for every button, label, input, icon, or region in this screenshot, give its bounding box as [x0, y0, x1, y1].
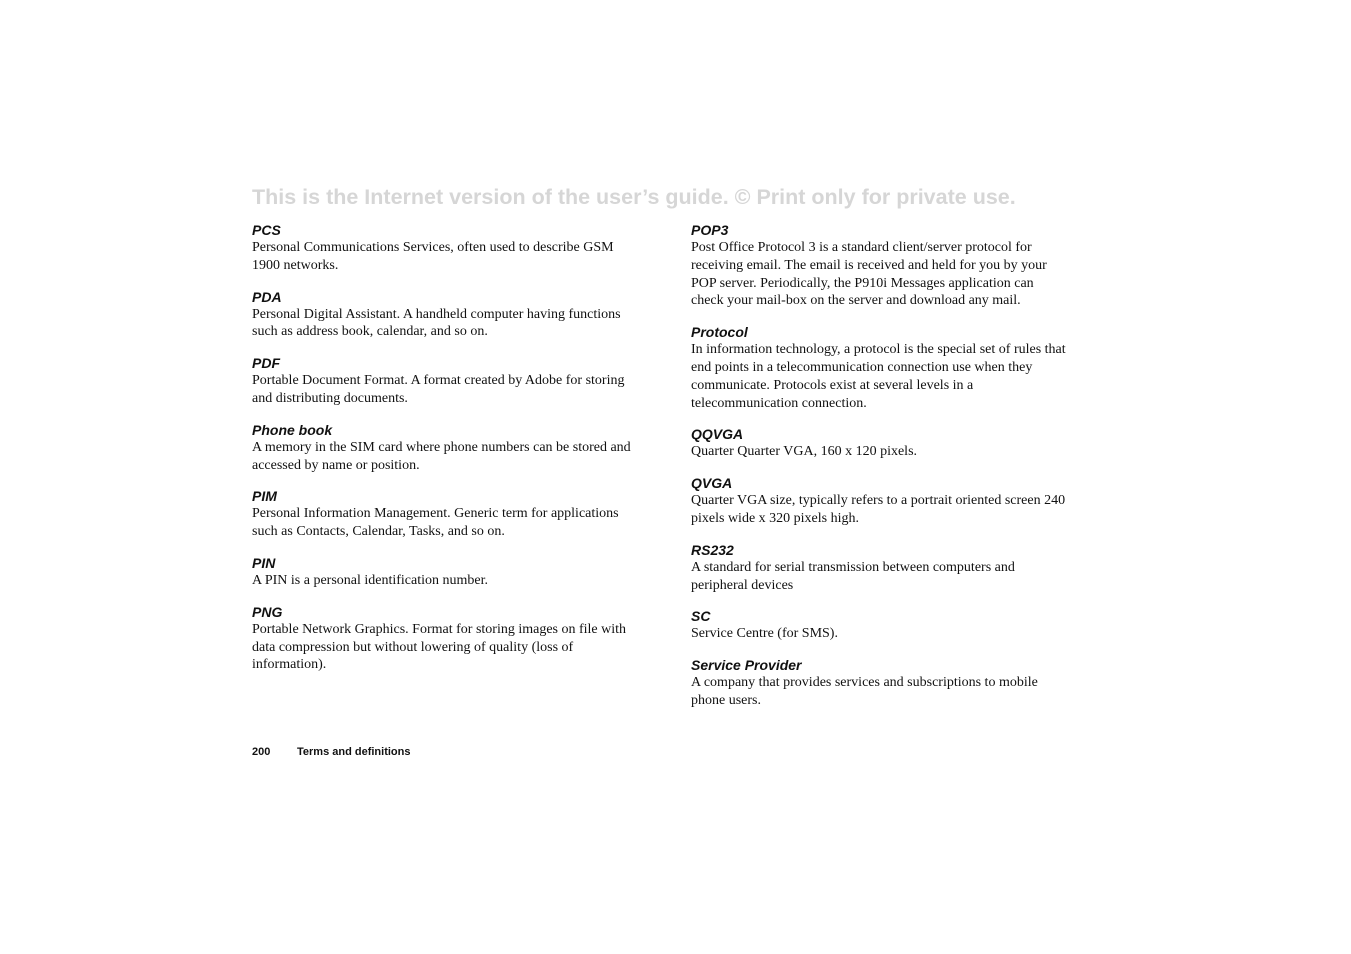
glossary-entry — [252, 555, 632, 590]
page-number: 200 — [252, 746, 271, 758]
glossary-definition: Portable Network Graphics. Format for storing images on file with data compression but without lowering of quality (loss of information). — [252, 621, 627, 673]
glossary-definition: Quarter Quarter VGA, 160 x 120 pixels. — [691, 444, 918, 460]
glossary-entry — [252, 222, 632, 275]
glossary-definition: A memory in the SIM card where phone numbers can be stored and accessed by name or position. — [252, 439, 631, 473]
glossary-term: PDA — [252, 288, 282, 305]
glossary-definition: Service Centre (for SMS). — [691, 626, 838, 642]
right-glossary-column — [691, 222, 1066, 724]
glossary-term: PIN — [252, 554, 276, 571]
glossary-definition: Personal Information Management. Generic term for applications such as Contacts, Calendar, Tasks, and so on. — [252, 506, 619, 540]
glossary-definition: Portable Document Format. A format created by Adobe for storing and distributing documents. — [252, 373, 625, 406]
glossary-entry — [691, 475, 1066, 528]
section-title: Terms and definitions — [297, 746, 411, 758]
watermark-notice: This is the Internet version of the user’s guide. © Print only for private use. — [252, 185, 1016, 209]
glossary-term: SC — [691, 608, 711, 625]
glossary-definition: A PIN is a personal identification number. — [252, 572, 489, 588]
glossary-definition: A company that provides services and subscriptions to mobile phone users. — [691, 675, 1038, 708]
glossary-entry — [691, 657, 1066, 710]
glossary-entry — [691, 608, 1066, 643]
glossary-term: POP3 — [691, 222, 729, 238]
glossary-entry — [252, 604, 632, 674]
glossary-term: PIM — [252, 488, 277, 505]
glossary-term: Service Provider — [691, 657, 802, 674]
glossary-definition: Quarter VGA size, typically refers to a portrait oriented screen 240 pixels wide x 320 pixels high. — [691, 493, 1066, 526]
glossary-term: Phone book — [252, 421, 333, 438]
glossary-term: RS232 — [691, 541, 734, 558]
glossary-entry — [691, 222, 1066, 310]
glossary-entry — [252, 289, 632, 342]
glossary-entry — [252, 422, 632, 475]
glossary-entry — [252, 488, 632, 541]
glossary-entry — [691, 426, 1066, 461]
glossary-term: PDF — [252, 355, 280, 372]
glossary-entry — [691, 542, 1066, 595]
glossary-definition: Post Office Protocol 3 is a standard client/server protocol for receiving email. The email is received and held for you by your POP server. Periodically, the P910i Messages application can check your mail-box on the server and download any mail. — [691, 240, 1047, 309]
glossary-definition: A standard for serial transmission between computers and peripheral devices — [691, 559, 1015, 593]
left-glossary-column — [252, 222, 632, 688]
glossary-definition: Personal Communications Services, often used to describe GSM 1900 networks. — [252, 240, 614, 273]
glossary-term: Protocol — [691, 324, 748, 341]
page-footer — [252, 745, 410, 759]
glossary-entry — [252, 355, 632, 408]
glossary-entry — [691, 324, 1066, 412]
glossary-definition: In information technology, a protocol is the special set of rules that end points in a telecommunication connection use when they communicate. Protocols exist at several levels in a telecommunication connection. — [691, 342, 1066, 411]
glossary-definition: Personal Digital Assistant. A handheld computer having functions such as address book, calendar, and so on. — [252, 306, 621, 340]
glossary-term: PNG — [252, 603, 283, 620]
glossary-term: QQVGA — [691, 426, 744, 443]
glossary-term: PCS — [252, 222, 281, 238]
glossary-term: QVGA — [691, 475, 733, 492]
